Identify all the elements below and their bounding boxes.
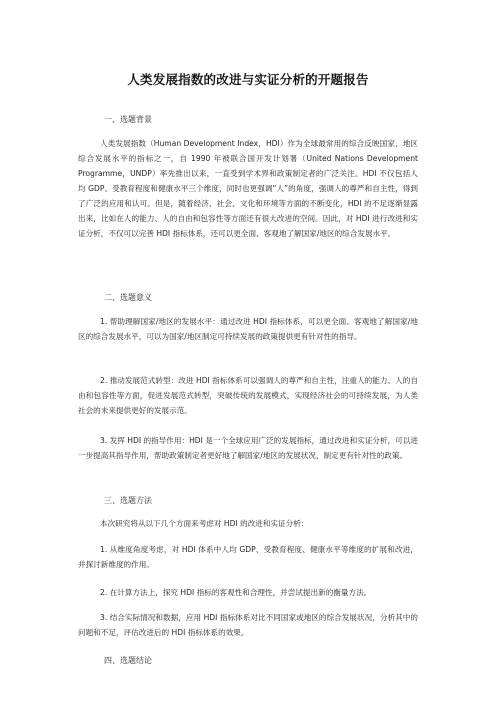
section-heading-conclusion: 四、选题结论: [104, 656, 152, 665]
paragraph-method-intro: 本次研究将从以下几个方面来考虑对 HDI 的改进和实证分析：: [100, 519, 309, 528]
paragraph-method-1: 1. 从维度角度考虑，对 HDI 体系中人均 GDP、受教育程度、健康水平等维度的扩展和改进，并探讨新维度的作用。: [78, 545, 418, 569]
paragraph-background: 人类发展指数（Human Development Index，HDI）作为全球最常用的综合反映国家、地区综合发展水平的指标之一，自 1990 年被联合国开发计划署（United Nations Development Programme，UNDP）率先推出以来，一直受到学术界和政策制定者的广泛关注。HDI 不仅包括人均 GDP、受教育程度和健康水平三个维度，同时也更强调“人”的角度，强调人的尊严和自主性，得到了广泛的应用和认可。但是，随着经济、社会、文化和环境等方面的不断变化，HDI 的不足逐渐显露出来，比如在人的能力、人的自由和包容性等方面还有很大改进的空间。因此，对 HDI 进行改进和实证分析，不仅可以完善 HDI 指标体系，还可以更全面、客观地了解国家/地区的综合发展水平。: [78, 139, 418, 238]
paragraph-significance-2: 2. 推动发展范式转型：改进 HDI 指标体系可以强调人的尊严和自主性，注重人的能力、人的自由和包容性等方面，促进发展范式转型，突破传统的发展模式，实现经济社会的可持续发展，为人类社会的未来提供更好的发展示范。: [78, 376, 418, 415]
section-heading-method: 三、选题方法: [104, 496, 152, 505]
paragraph-method-2: 2. 在计算方法上，探究 HDI 指标的客观性和合理性，并尝试提出新的衡量方法。: [100, 588, 372, 597]
paragraph-method-3: 3. 结合实际情况和数据，应用 HDI 指标体系对比不同国家或地区的综合发展状况，分析其中的问题和不足，评估改进后的 HDI 指标体系的效果。: [78, 613, 418, 637]
paragraph-significance-1: 1. 帮助理解国家/地区的发展水平：通过改进 HDI 指标体系，可以更全面、客观地了解国家/地区的综合发展水平，可以为国家/地区制定可持续发展的政策提供更有针对性的指导。: [78, 317, 418, 341]
section-heading-significance: 二、选题意义: [104, 293, 152, 302]
document-title: 人类发展指数的改进与实证分析的开题报告: [127, 72, 369, 87]
section-heading-background: 一、选题背景: [104, 115, 152, 124]
paragraph-significance-3: 3. 发挥 HDI 的指导作用：HDI 是一个全球应用广泛的发展指标，通过改进和实证分析，可以进一步提高其指导作用，帮助政策制定者更好地了解国家/地区的发展状况，制定更有针对性的政策。: [78, 436, 418, 460]
